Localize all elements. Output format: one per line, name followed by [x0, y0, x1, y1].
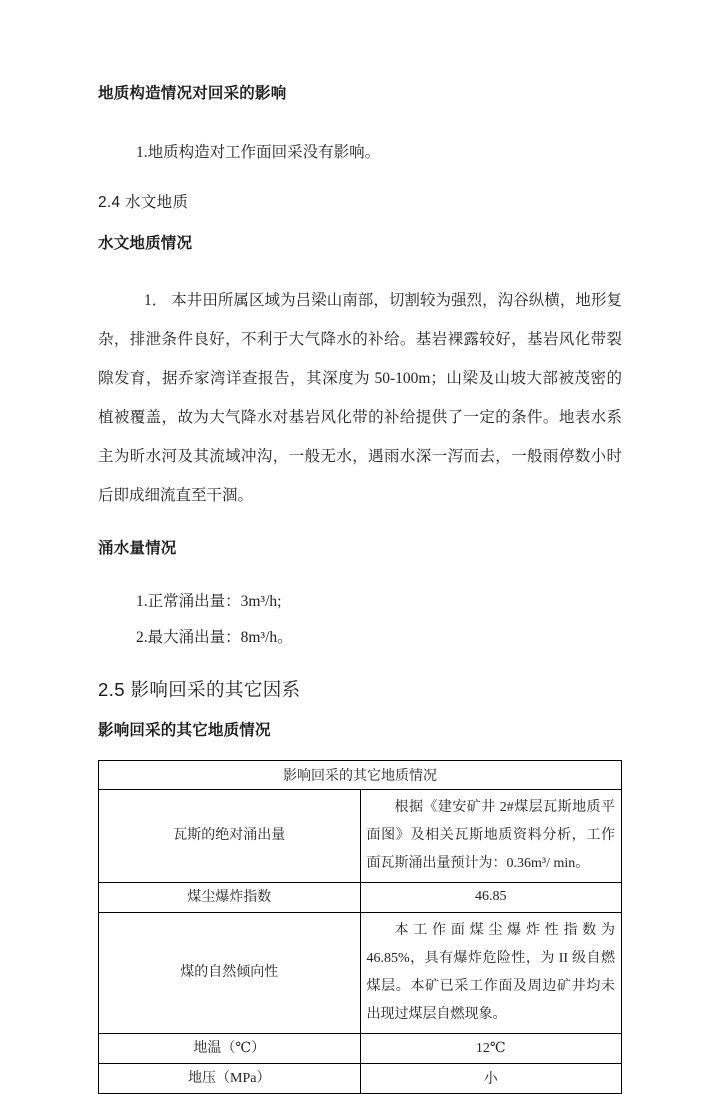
heading-hydrogeology: 水文地质情况	[98, 234, 193, 252]
section-heading-2-4: 2.4 水文地质	[98, 193, 189, 211]
spacer	[98, 703, 622, 721]
list-item-normal-inflow: 1.正常涌出量：3m³/h;	[136, 592, 282, 610]
document-content	[98, 84, 622, 1094]
spacer	[98, 171, 622, 193]
row-value-ground-temperature: 12℃	[360, 1033, 622, 1063]
section-heading-2-5: 2.5 影响回采的其它因系	[98, 678, 301, 700]
row-value-gas-absolute-emission: 根据《建安矿井 2#煤层瓦斯地质平面图》及相关瓦斯地质资料分析，工作面瓦斯涌出量预计为：0.36m³/ min。	[360, 789, 622, 882]
row-label-gas-absolute-emission: 瓦斯的绝对涌出量	[99, 789, 361, 882]
table-row	[99, 912, 622, 1033]
row-label-ground-pressure: 地压（MPa）	[99, 1063, 361, 1093]
table-caption-row	[99, 760, 622, 789]
list-item-max-inflow: 2.最大涌出量：8m³/h。	[136, 628, 293, 646]
heading-water-inflow: 涌水量情况	[98, 539, 177, 557]
list-item-geology-effect: 1.地质构造对工作面回采没有影响。	[136, 143, 381, 161]
row-label-coal-dust-explosion-index: 煤尘爆炸指数	[99, 882, 361, 912]
row-value-ground-pressure: 小	[360, 1063, 622, 1093]
other-geology-table	[98, 760, 622, 1094]
table-row	[99, 789, 622, 882]
row-label-spontaneous-combustion-tendency: 煤的自然倾向性	[99, 912, 361, 1033]
spacer	[98, 255, 622, 281]
table-caption-cell: 影响回采的其它地质情况	[99, 760, 622, 789]
spacer	[98, 656, 622, 678]
row-value-coal-dust-explosion-index: 46.85	[360, 882, 622, 912]
spacer	[98, 515, 622, 539]
heading-geology-effect: 地质构造情况对回采的影响	[98, 85, 287, 102]
row-value-spontaneous-combustion-tendency: 本工作面煤尘爆炸性指数为 46.85%，具有爆炸危险性，为 II 级自燃煤层。本矿已采工作面及周边矿井均未出现过煤层自燃现象。	[360, 912, 622, 1033]
row-label-ground-temperature: 地温（℃）	[99, 1033, 361, 1063]
spacer	[98, 560, 622, 584]
paragraph-hydrogeology: 1． 本井田所属区域为吕梁山南部，切割较为强烈，沟谷纵横，地形复杂，排泄条件良好，不利于大气降水的补给。基岩裸露较好，基岩风化带裂隙发育，据乔家湾详查报告，其深度为 50-100m；山梁及山坡大部被茂密的植被覆盖，故为大气降水对基岩风化带的补给提供了一定的条件。地表水系主为昕水河及其流域冲沟，一般无水，遇雨水深一泻而去，一般雨停数小时后即成细流直至干涸。	[98, 291, 622, 504]
spacer	[98, 214, 622, 234]
table-row	[99, 882, 622, 912]
table-body	[99, 760, 622, 1093]
spacer	[98, 105, 622, 135]
heading-other-geology: 影响回采的其它地质情况	[98, 721, 271, 739]
table-row	[99, 1063, 622, 1093]
table-row	[99, 1033, 622, 1063]
